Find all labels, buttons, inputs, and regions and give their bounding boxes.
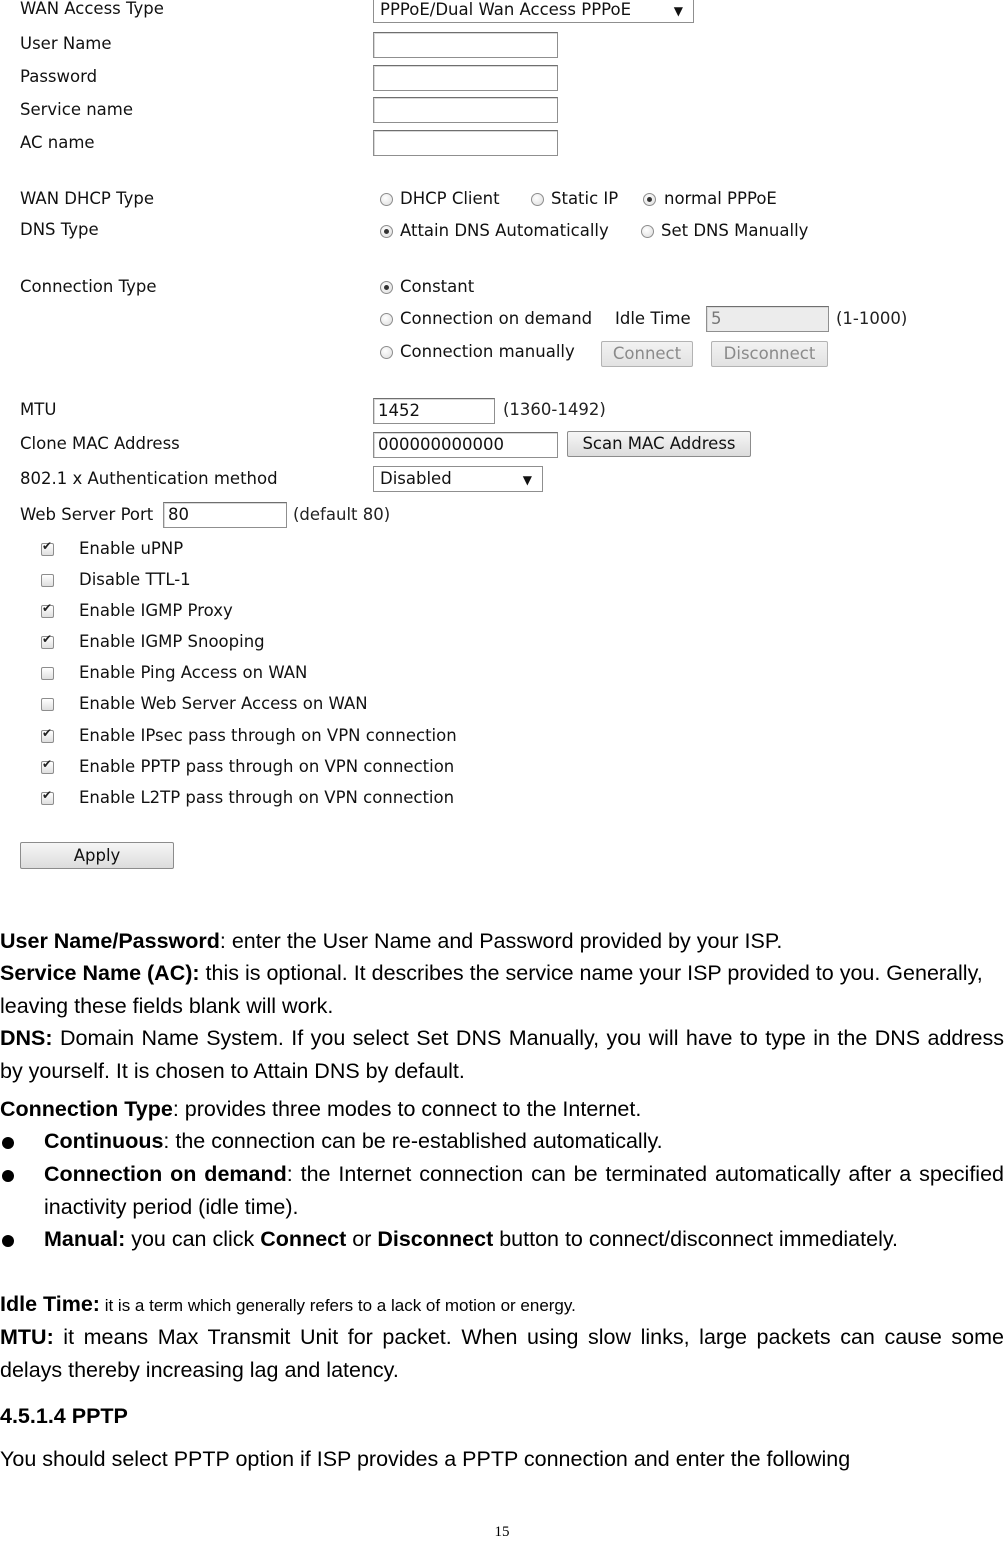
pptp-intro-paragraph: You should select PPTP option if ISP provides a PPTP connection and enter the following <box>0 1447 851 1471</box>
igmp-snooping-checkbox[interactable] <box>41 636 54 649</box>
connection-on-demand-label: Connection on demand <box>400 309 593 328</box>
user-name-input[interactable] <box>373 32 558 58</box>
user-password-text: : enter the User Name and Password provided by your ISP. <box>219 929 783 953</box>
igmp-snooping-label: Enable IGMP Snooping <box>79 632 265 651</box>
clone-mac-label: Clone MAC Address <box>20 434 180 453</box>
connection-type-text: : provides three modes to connect to the Internet. <box>172 1097 642 1121</box>
web-server-access-wan-label: Enable Web Server Access on WAN <box>79 694 368 713</box>
set-dns-manually-radio[interactable] <box>641 225 654 238</box>
dns-type-label: DNS Type <box>20 220 99 239</box>
ac-name-input[interactable] <box>373 130 558 156</box>
wan-dhcp-type-label: WAN DHCP Type <box>20 189 155 208</box>
dns-text: Domain Name System. If you select Set DNS Manually, you will have to type in the DNS address by yourself. It is chosen to Attain DNS by default. <box>0 1026 1004 1083</box>
mtu-label: MTU <box>20 400 57 419</box>
idle-time-label: Idle Time <box>615 309 691 328</box>
idle-time-term: Idle Time: <box>0 1292 100 1316</box>
igmp-proxy-checkbox[interactable] <box>41 605 54 618</box>
ipsec-pass-through-label: Enable IPsec pass through on VPN connection <box>79 726 457 745</box>
password-input[interactable] <box>373 65 558 91</box>
bullet-dot <box>2 1170 14 1182</box>
bullet-continuous: Continuous: the connection can be re-established automatically. <box>0 1125 1004 1158</box>
dhcp-client-label: DHCP Client <box>400 189 500 208</box>
l2tp-pass-through-checkbox[interactable] <box>41 792 54 805</box>
constant-radio[interactable] <box>380 281 393 294</box>
attain-dns-label: Attain DNS Automatically <box>400 221 609 240</box>
mtu-paragraph <box>0 1321 1004 1386</box>
ping-access-wan-checkbox[interactable] <box>41 667 54 680</box>
mtu-range: (1360-1492) <box>503 400 606 419</box>
web-server-access-wan-checkbox[interactable] <box>41 698 54 711</box>
connection-type-label: Connection Type <box>20 277 157 296</box>
ipsec-pass-through-checkbox[interactable] <box>41 730 54 743</box>
constant-label: Constant <box>400 277 475 296</box>
mtu-input[interactable]: 1452 <box>373 398 495 424</box>
page-number: 15 <box>494 1524 510 1540</box>
connection-type-term: Connection Type <box>0 1097 173 1121</box>
enable-upnp-checkbox[interactable] <box>41 543 54 556</box>
dhcp-client-radio[interactable] <box>380 193 393 206</box>
scan-mac-button[interactable]: Scan MAC Address <box>567 431 751 457</box>
mtu-text: it means Max Transmit Unit for packet. When using slow links, large packets can cause some delays thereby increasing lag and latency. <box>0 1325 1004 1382</box>
bullet-manual: Manual: you can click Connect or Disconnect button to connect/disconnect immediately. <box>0 1223 1004 1256</box>
wan-access-type-select[interactable]: PPPoE/Dual Wan Access PPPoE ▼ <box>373 0 694 23</box>
bullet-dot <box>2 1137 14 1149</box>
set-dns-manually-label: Set DNS Manually <box>661 221 809 240</box>
ping-access-wan-label: Enable Ping Access on WAN <box>79 663 308 682</box>
auth-method-label: 802.1 x Authentication method <box>20 469 278 488</box>
connection-type-paragraph <box>0 1093 1004 1126</box>
static-ip-radio[interactable] <box>531 193 544 206</box>
igmp-proxy-label: Enable IGMP Proxy <box>79 601 233 620</box>
attain-dns-radio[interactable] <box>380 225 393 238</box>
user-name-label: User Name <box>20 34 112 53</box>
service-name-paragraph <box>0 957 1004 1022</box>
user-password-paragraph <box>0 925 1004 958</box>
idle-time-input[interactable]: 5 <box>706 306 829 332</box>
mtu-term: MTU: <box>0 1325 54 1349</box>
idle-time-paragraph <box>0 1288 1004 1323</box>
normal-pppoe-label: normal PPPoE <box>664 189 777 208</box>
disable-ttl-label: Disable TTL-1 <box>79 570 191 589</box>
disconnect-button[interactable]: Disconnect <box>711 341 828 367</box>
ac-name-label: AC name <box>20 133 95 152</box>
clone-mac-input[interactable]: 000000000000 <box>373 432 558 458</box>
auth-method-select[interactable]: Disabled ▼ <box>373 466 543 492</box>
section-heading: 4.5.1.4 PPTP <box>0 1404 128 1428</box>
wan-access-type-label: WAN Access Type <box>20 0 164 18</box>
idle-time-range: (1-1000) <box>836 309 908 328</box>
apply-button[interactable]: Apply <box>20 842 174 869</box>
l2tp-pass-through-label: Enable L2TP pass through on VPN connection <box>79 788 455 807</box>
bullet-dot <box>2 1235 14 1247</box>
normal-pppoe-radio[interactable] <box>643 193 656 206</box>
web-server-port-label: Web Server Port <box>20 505 154 524</box>
user-password-term: User Name/Password <box>0 929 220 953</box>
bullet-on-demand: Connection on demand: the Internet connection can be terminated automatically after a specified inactivity period (idle time). <box>0 1158 1004 1223</box>
service-name-term: Service Name (AC): <box>0 961 200 985</box>
pptp-pass-through-checkbox[interactable] <box>41 761 54 774</box>
service-name-input[interactable] <box>373 97 558 123</box>
connection-on-demand-radio[interactable] <box>380 313 393 326</box>
connection-manually-radio[interactable] <box>380 346 393 359</box>
static-ip-label: Static IP <box>551 189 619 208</box>
disable-ttl-checkbox[interactable] <box>41 574 54 587</box>
web-server-port-hint: (default 80) <box>293 505 391 524</box>
pptp-pass-through-label: Enable PPTP pass through on VPN connection <box>79 757 455 776</box>
connection-manually-label: Connection manually <box>400 342 575 361</box>
password-label: Password <box>20 67 98 86</box>
enable-upnp-label: Enable uPNP <box>79 539 184 558</box>
dropdown-arrow-icon: ▼ <box>522 473 532 487</box>
web-server-port-input[interactable]: 80 <box>163 502 287 528</box>
dropdown-arrow-icon: ▼ <box>673 4 683 18</box>
idle-time-text: it is a term which generally refers to a lack of motion or energy. <box>99 1296 576 1315</box>
connect-button[interactable]: Connect <box>601 341 693 367</box>
dns-term: DNS: <box>0 1026 53 1050</box>
service-name-text: this is optional. It describes the service name your ISP provided to you. Generally, leaving these fields blank will work. <box>0 961 983 1018</box>
service-name-label: Service name <box>20 100 134 119</box>
dns-paragraph <box>0 1022 1004 1087</box>
